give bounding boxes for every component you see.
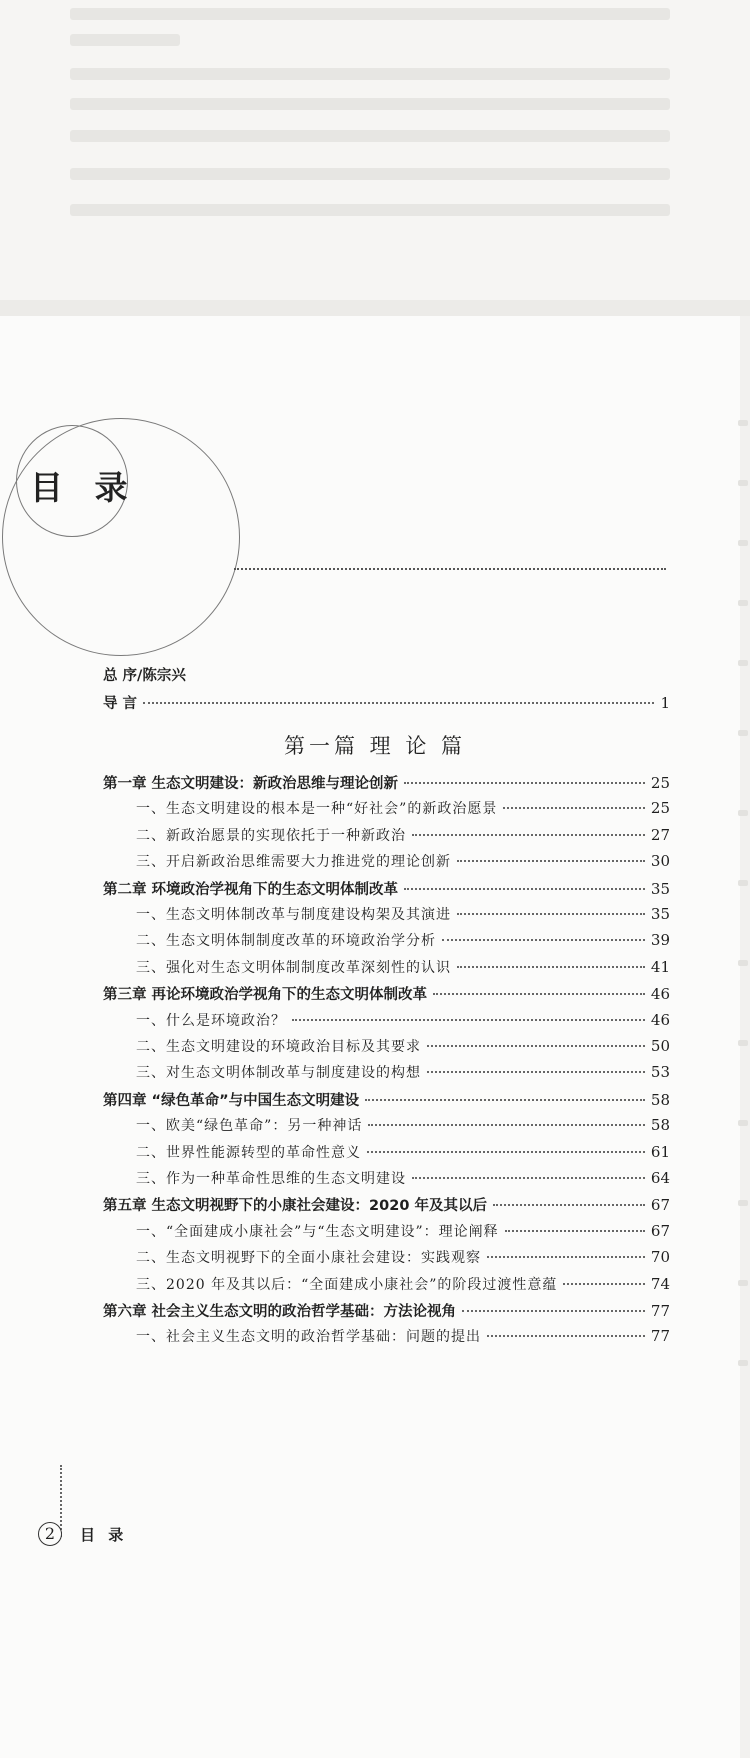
part-title: 第一篇 理 论 篇 bbox=[283, 734, 467, 758]
section-entry[interactable] bbox=[136, 904, 670, 924]
entry-label: 三、开启新政治思维需要大力推进党的理论创新 bbox=[136, 854, 451, 870]
dot-leader bbox=[433, 993, 645, 995]
entry-page: 61 bbox=[650, 1143, 670, 1161]
entry-page: 67 bbox=[650, 1222, 670, 1240]
entry-label: 一、社会主义生态文明的政治哲学基础：问题的提出 bbox=[136, 1329, 481, 1345]
dot-leader bbox=[457, 966, 645, 968]
entry-label: 二、生态文明建设的环境政治目标及其要求 bbox=[136, 1039, 421, 1055]
section-entry[interactable] bbox=[136, 1247, 670, 1267]
dot-leader bbox=[368, 1124, 645, 1126]
dot-leader bbox=[292, 1019, 645, 1021]
entry-page: 46 bbox=[650, 1011, 670, 1029]
dot-leader bbox=[505, 1230, 645, 1232]
entry-label: 第一章 生态文明建设：新政治思维与理论创新 bbox=[103, 776, 399, 792]
section-entry[interactable] bbox=[136, 1274, 670, 1294]
entry-label: 第四章 “绿色革命”与中国生态文明建设 bbox=[103, 1093, 360, 1109]
page-title: 目 录 bbox=[30, 468, 138, 507]
entry-label: 一、生态文明建设的根本是一种“好社会”的新政治愿景 bbox=[136, 801, 498, 817]
section-entry[interactable] bbox=[136, 1326, 670, 1346]
chapter-entry[interactable] bbox=[103, 772, 670, 793]
entry-page: 46 bbox=[650, 985, 670, 1003]
entry-label: 一、欧美“绿色革命”：另一种神话 bbox=[136, 1118, 363, 1134]
section-entry[interactable] bbox=[136, 1168, 670, 1188]
dot-leader bbox=[457, 913, 645, 915]
entry-label: 总 序/陈宗兴 bbox=[103, 668, 186, 684]
entry-label: 一、“全面建成小康社会”与“生态文明建设”：理论阐释 bbox=[136, 1224, 499, 1240]
entry-page: 35 bbox=[650, 905, 670, 923]
entry-label: 二、生态文明体制制度改革的环境政治学分析 bbox=[136, 933, 436, 949]
chapter-entry[interactable] bbox=[103, 1194, 670, 1215]
entry-label: 导 言 bbox=[103, 696, 138, 712]
previous-page-bleed bbox=[0, 0, 750, 300]
entry-label: 二、新政治愿景的实现依托于一种新政治 bbox=[136, 828, 406, 844]
entry-label: 第二章 环境政治学视角下的生态文明体制改革 bbox=[103, 882, 399, 898]
entry-label: 第三章 再论环境政治学视角下的生态文明体制改革 bbox=[103, 987, 428, 1003]
entry-label: 三、作为一种革命性思维的生态文明建设 bbox=[136, 1171, 406, 1187]
entry-page: 39 bbox=[650, 931, 670, 949]
entry-page: 58 bbox=[650, 1091, 670, 1109]
section-entry[interactable] bbox=[136, 1221, 670, 1241]
entry-label: 第五章 生态文明视野下的小康社会建设：2020 年及其以后 bbox=[103, 1198, 487, 1214]
page-number: 2 bbox=[38, 1522, 62, 1546]
dot-leader bbox=[427, 1071, 645, 1073]
dot-leader bbox=[412, 1177, 645, 1179]
section-entry[interactable] bbox=[136, 1142, 670, 1162]
dot-leader bbox=[427, 1045, 645, 1047]
running-footer: 目 录 bbox=[80, 1526, 128, 1544]
dot-leader bbox=[457, 860, 645, 862]
section-entry[interactable] bbox=[136, 1010, 670, 1030]
entry-page: 70 bbox=[650, 1248, 670, 1266]
chapter-entry[interactable] bbox=[103, 878, 670, 899]
front-matter-preface[interactable] bbox=[103, 664, 186, 685]
entry-page: 74 bbox=[650, 1275, 670, 1293]
entry-page: 30 bbox=[650, 852, 670, 870]
dot-leader bbox=[503, 807, 645, 809]
chapter-entry[interactable] bbox=[103, 1300, 670, 1321]
entry-page: 58 bbox=[650, 1116, 670, 1134]
entry-label: 二、世界性能源转型的革命性意义 bbox=[136, 1145, 361, 1161]
chapter-entry[interactable] bbox=[103, 1089, 670, 1110]
entry-label: 第六章 社会主义生态文明的政治哲学基础：方法论视角 bbox=[103, 1304, 457, 1320]
back-page-bleed bbox=[736, 400, 750, 1400]
entry-page: 1 bbox=[660, 694, 670, 712]
dot-leader bbox=[365, 1099, 645, 1101]
footer-dotted-line bbox=[60, 1465, 62, 1537]
dot-leader bbox=[143, 702, 654, 704]
section-entry[interactable] bbox=[136, 825, 670, 845]
entry-label: 三、对生态文明体制改革与制度建设的构想 bbox=[136, 1065, 421, 1081]
entry-label: 二、生态文明视野下的全面小康社会建设：实践观察 bbox=[136, 1250, 481, 1266]
entry-page: 77 bbox=[650, 1302, 670, 1320]
dot-leader bbox=[367, 1151, 645, 1153]
entry-page: 77 bbox=[650, 1327, 670, 1345]
page-gap bbox=[0, 300, 750, 316]
dot-leader bbox=[487, 1335, 645, 1337]
entry-page: 35 bbox=[650, 880, 670, 898]
entry-label: 三、强化对生态文明体制制度改革深刻性的认识 bbox=[136, 960, 451, 976]
section-entry[interactable] bbox=[136, 957, 670, 977]
entry-page: 53 bbox=[650, 1063, 670, 1081]
entry-page: 50 bbox=[650, 1037, 670, 1055]
entry-page: 25 bbox=[650, 799, 670, 817]
dot-leader bbox=[462, 1310, 645, 1312]
entry-label: 一、什么是环境政治？ bbox=[136, 1013, 286, 1029]
dot-leader bbox=[487, 1256, 645, 1258]
entry-label: 三、2020 年及其以后：“全面建成小康社会”的阶段过渡性意蕴 bbox=[136, 1277, 558, 1293]
section-entry[interactable] bbox=[136, 1115, 670, 1135]
title-dotted-rule bbox=[234, 568, 666, 570]
entry-label: 一、生态文明体制改革与制度建设构架及其演进 bbox=[136, 907, 451, 923]
chapter-entry[interactable] bbox=[103, 983, 670, 1004]
section-entry[interactable] bbox=[136, 930, 670, 950]
dot-leader bbox=[404, 782, 645, 784]
dot-leader bbox=[404, 888, 645, 890]
entry-page: 64 bbox=[650, 1169, 670, 1187]
section-entry[interactable] bbox=[136, 1062, 670, 1082]
entry-page: 67 bbox=[650, 1196, 670, 1214]
dot-leader bbox=[412, 834, 645, 836]
front-matter-introduction[interactable] bbox=[103, 692, 670, 713]
dot-leader bbox=[563, 1283, 645, 1285]
dot-leader bbox=[493, 1204, 645, 1206]
entry-page: 25 bbox=[650, 774, 670, 792]
dot-leader bbox=[442, 939, 645, 941]
entry-page: 27 bbox=[650, 826, 670, 844]
section-entry[interactable] bbox=[136, 851, 670, 871]
section-entry[interactable] bbox=[136, 1036, 670, 1056]
entry-page: 41 bbox=[650, 958, 670, 976]
section-entry[interactable] bbox=[136, 798, 670, 818]
